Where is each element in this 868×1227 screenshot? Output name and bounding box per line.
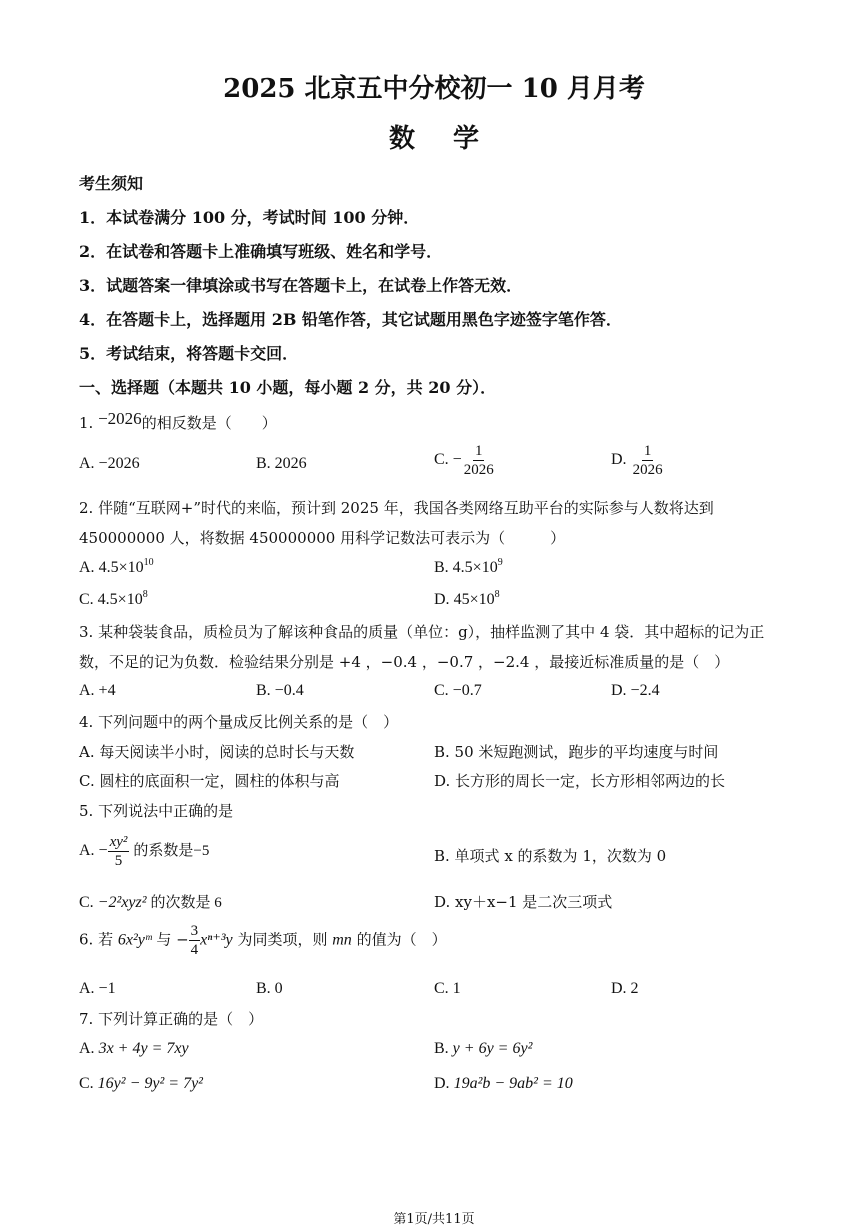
q1-option-d [611,442,665,479]
q1-d-denominator: 2026 [632,462,663,478]
q6-option-d: D. 2 [611,980,639,997]
q6-mid-text: 与 − [156,930,189,949]
notice-item-3: 3．试题答案一律填涂或书写在答题卡上，在试卷上作答无效． [79,276,523,295]
q1-d-fraction [631,442,665,479]
q3-stem-line-1: 3. 某种袋装食品，质检员为了解该种食品的质量（单位：g），抽样监测了其中 4 袋．其中超标的记为正 [79,623,765,641]
q1-expression: −2026 [98,409,142,428]
q6-suffix: 为同类项，则 [237,930,328,949]
q1-d-label: D. [611,451,627,469]
q1-stem-text: 的相反数是（ ） [141,414,277,432]
q2-stem-line-1: 2. 伴随“互联网+”时代的来临，预计到 2025 年，我国各类网络互助平台的实际参与人数将达到 [79,499,714,517]
section-heading: 一、选择题（本题共 10 小题，每小题 2 分，共 20 分）． [79,378,497,397]
q7-c-label: C. [79,1075,94,1092]
notice-item-1: 1．本试卷满分 100 分，考试时间 100 分钟． [79,208,420,227]
q1-c-fraction [462,442,496,479]
q2-d-label: D. [434,591,450,608]
q1-c-label: C. − [434,451,462,469]
q1-option-a: A. −2026 [79,455,140,472]
q2-a-label: A. [79,559,95,576]
q5-a-denominator: 5 [114,853,123,869]
q2-c-label: C. [79,591,94,608]
q7-option-b [434,1040,532,1058]
q7-b-label: B. [434,1040,449,1057]
q2-a-base: 4.5×10 [98,559,144,576]
q2-option-d [434,591,500,609]
q1-c-denominator: 2026 [463,462,494,478]
q2-b-base: 4.5×10 [452,559,498,576]
q2-option-a [79,559,154,577]
q5-stem: 5. 下列说法中正确的是 [79,802,234,820]
q3-option-c: C. −0.7 [434,682,482,699]
q2-b-exponent: 9 [497,557,503,568]
q7-d-label: D. [434,1075,450,1092]
q5-option-a [79,833,209,870]
q2-d-exponent: 8 [494,589,500,600]
q3-option-d: D. −2.4 [611,682,660,699]
q2-option-b [434,559,503,577]
notice-item-2: 2．在试卷和答题卡上准确填写班级、姓名和学号． [79,242,443,261]
q2-a-exponent: 10 [143,557,154,568]
q5-c-expression: −2²xyz² [97,894,147,911]
q7-c-expression: 16y² − 9y² = 7y² [97,1075,203,1092]
q3-stem-line-2: 数，不足的记为负数．检验结果分别是 +4 ，−0.4 ，−0.7 ，−2.4 ，最接近标准质量的是（ ） [79,653,730,671]
q6-option-c: C. 1 [434,980,461,997]
q6-term-1: 6x²yᵐ [117,931,152,949]
question-1-stem [79,409,277,433]
q5-option-d: D. xy＋x−1 是二次三项式 [434,893,613,911]
q6-option-b: B. 0 [256,980,283,997]
subject-title: 数学 [388,124,517,154]
q1-number: 1. [79,414,94,432]
q6-term-2: xⁿ⁺³y [200,931,233,949]
q6-stem [79,922,447,959]
q7-a-expression: 3x + 4y = 7xy [98,1040,189,1057]
q5-c-label: C. [79,894,94,911]
q1-option-c [434,442,496,479]
q7-stem: 7. 下列计算正确的是（ ） [79,1010,264,1028]
q6-frac-denominator: 4 [190,942,199,958]
q6-option-a: A. −1 [79,980,116,997]
q3-option-b: B. −0.4 [256,682,304,699]
q2-c-base: 4.5×10 [97,591,143,608]
q7-option-c [79,1075,203,1093]
q1-option-b: B. 2026 [256,455,307,472]
q7-a-label: A. [79,1040,95,1057]
q7-d-expression: 19a²b − 9ab² = 10 [453,1075,573,1092]
q3-option-a: A. +4 [79,682,116,699]
q7-option-a [79,1040,189,1058]
q1-d-numerator: 1 [643,443,652,459]
q5-c-text: 的次数是 6 [150,895,222,911]
q4-stem: 4. 下列问题中的两个量成反比例关系的是（ ） [79,713,399,731]
q6-frac-numerator: 3 [190,923,199,939]
page-title: 2025 北京五中分校初一 10 月月考 [223,74,645,104]
q4-option-b: B. 50 米短跑测试，跑步的平均速度与时间 [434,743,719,761]
q1-c-numerator: 1 [474,443,483,459]
q7-option-d [434,1075,573,1093]
q5-a-text: 的系数是−5 [133,843,210,860]
notice-item-4: 4．在答题卡上，选择题用 2B 铅笔作答，其它试题用黑色字迹签字笔作答． [79,310,622,329]
q2-stem-line-2: 450000000 人，将数据 450000000 用科学记数法可表示为（ ） [79,529,566,547]
q5-a-label: A. − [79,842,108,860]
q5-option-c [79,891,222,912]
q4-option-a: A. 每天阅读半小时，阅读的总时长与天数 [79,743,355,761]
q6-fraction [189,922,201,959]
q5-a-fraction [108,833,130,870]
q6-prefix: 6. 若 [79,930,114,949]
q4-option-d: D. 长方形的周长一定，长方形相邻两边的长 [434,772,726,790]
q5-option-b: B. 单项式 x 的系数为 1，次数为 0 [434,847,667,865]
q2-d-base: 45×10 [453,591,495,608]
notice-item-5: 5．考试结束，将答题卡交回． [79,344,299,363]
q5-a-numerator: xy² [109,834,128,850]
q4-option-c: C. 圆柱的底面积一定，圆柱的体积与高 [79,772,340,790]
q6-mn: mn [332,931,352,949]
page-footer: 第1页/共11页 [393,1212,475,1227]
q2-c-exponent: 8 [142,589,148,600]
q2-b-label: B. [434,559,449,576]
notice-heading: 考生须知 [79,174,144,193]
q2-option-c [79,591,148,609]
q6-end: 的值为（ ） [356,930,447,949]
q7-b-expression: y + 6y = 6y² [452,1040,533,1057]
